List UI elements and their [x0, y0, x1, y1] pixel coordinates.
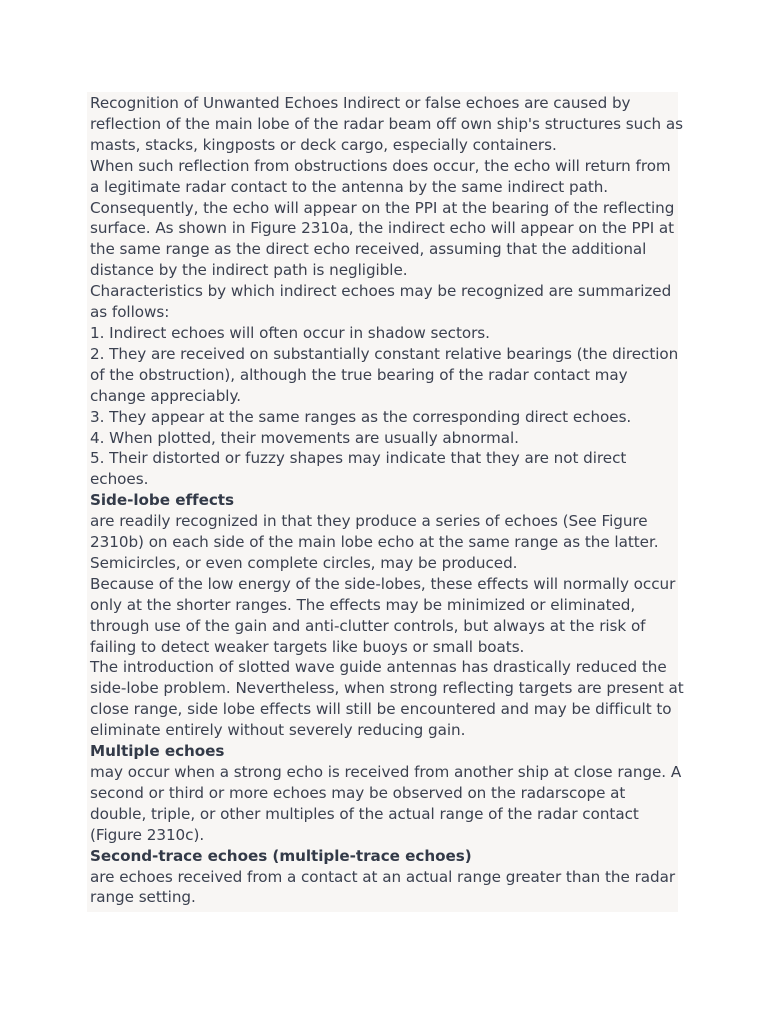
text-line: When such reflection from obstructions does occur, the echo will return from: [90, 156, 671, 175]
text-line: Semicircles, or even complete circles, may be produced.: [90, 553, 518, 572]
text-line: 5. Their distorted or fuzzy shapes may indicate that they are not direct: [90, 449, 627, 468]
section-heading: Second-trace echoes (multiple-trace echoes): [90, 846, 472, 865]
text-line: 2310b) on each side of the main lobe echo at the same range as the latter.: [90, 533, 659, 552]
text-line: a legitimate radar contact to the antenna by the same indirect path.: [90, 177, 609, 196]
text-line: close range, side lobe effects will still be encountered and may be difficult to: [90, 700, 672, 719]
text-line: failing to detect weaker targets like buoys or small boats.: [90, 637, 525, 656]
text-line: of the obstruction), although the true bearing of the radar contact may: [90, 365, 628, 384]
text-line: echoes.: [90, 470, 149, 489]
text-line: 3. They appear at the same ranges as the corresponding direct echoes.: [90, 407, 632, 426]
text-line: may occur when a strong echo is received from another ship at close range. A: [90, 763, 682, 781]
text-line: second or third or more echoes may be observed on the radarscope at: [90, 783, 626, 802]
text-line: surface. As shown in Figure 2310a, the indirect echo will appear on the PPI at: [90, 219, 675, 238]
text-line: change appreciably.: [90, 386, 241, 405]
text-line: double, triple, or other multiples of the actual range of the radar contact: [90, 804, 639, 823]
text-line: (Figure 2310c).: [90, 825, 205, 844]
text-line: side-lobe problem. Nevertheless, when strong reflecting targets are present at: [90, 679, 684, 698]
text-line: The introduction of slotted wave guide antennas has drastically reduced the: [90, 658, 667, 677]
text-line: masts, stacks, kingposts or deck cargo, especially containers.: [90, 135, 557, 154]
section-heading: Side-lobe effects: [90, 491, 234, 510]
text-line: reflection of the main lobe of the radar beam off own ship's structures such as: [90, 114, 684, 133]
text-line: through use of the gain and anti-clutter controls, but always at the risk of: [90, 616, 646, 635]
text-line: are readily recognized in that they produce a series of echoes (See Figure: [90, 512, 648, 531]
text-line: Characteristics by which indirect echoes may be recognized are summarized: [90, 282, 672, 301]
text-line: Because of the low energy of the side-lobes, these effects will normally occur: [90, 574, 676, 593]
text-line: 1. Indirect echoes will often occur in shadow sectors.: [90, 323, 490, 342]
text-line: eliminate entirely without severely reducing gain.: [90, 721, 466, 740]
document-body: [90, 93, 684, 908]
text-line: range setting.: [90, 888, 196, 907]
document-page: [87, 92, 684, 912]
text-line: are echoes received from a contact at an actual range greater than the radar: [90, 867, 676, 886]
text-line: the same range as the direct echo received, assuming that the additional: [90, 240, 647, 259]
text-line: 4. When plotted, their movements are usually abnormal.: [90, 428, 519, 447]
text-line: 2. They are received on substantially constant relative bearings (the direction: [90, 344, 679, 363]
text-line: only at the shorter ranges. The effects may be minimized or eliminated,: [90, 595, 636, 614]
section-heading: Multiple echoes: [90, 742, 225, 761]
text-line: distance by the indirect path is negligible.: [90, 261, 408, 280]
text-line: Recognition of Unwanted Echoes Indirect or false echoes are caused by: [90, 94, 631, 112]
text-line: as follows:: [90, 303, 170, 322]
text-line: Consequently, the echo will appear on the PPI at the bearing of the reflecting: [90, 198, 675, 217]
